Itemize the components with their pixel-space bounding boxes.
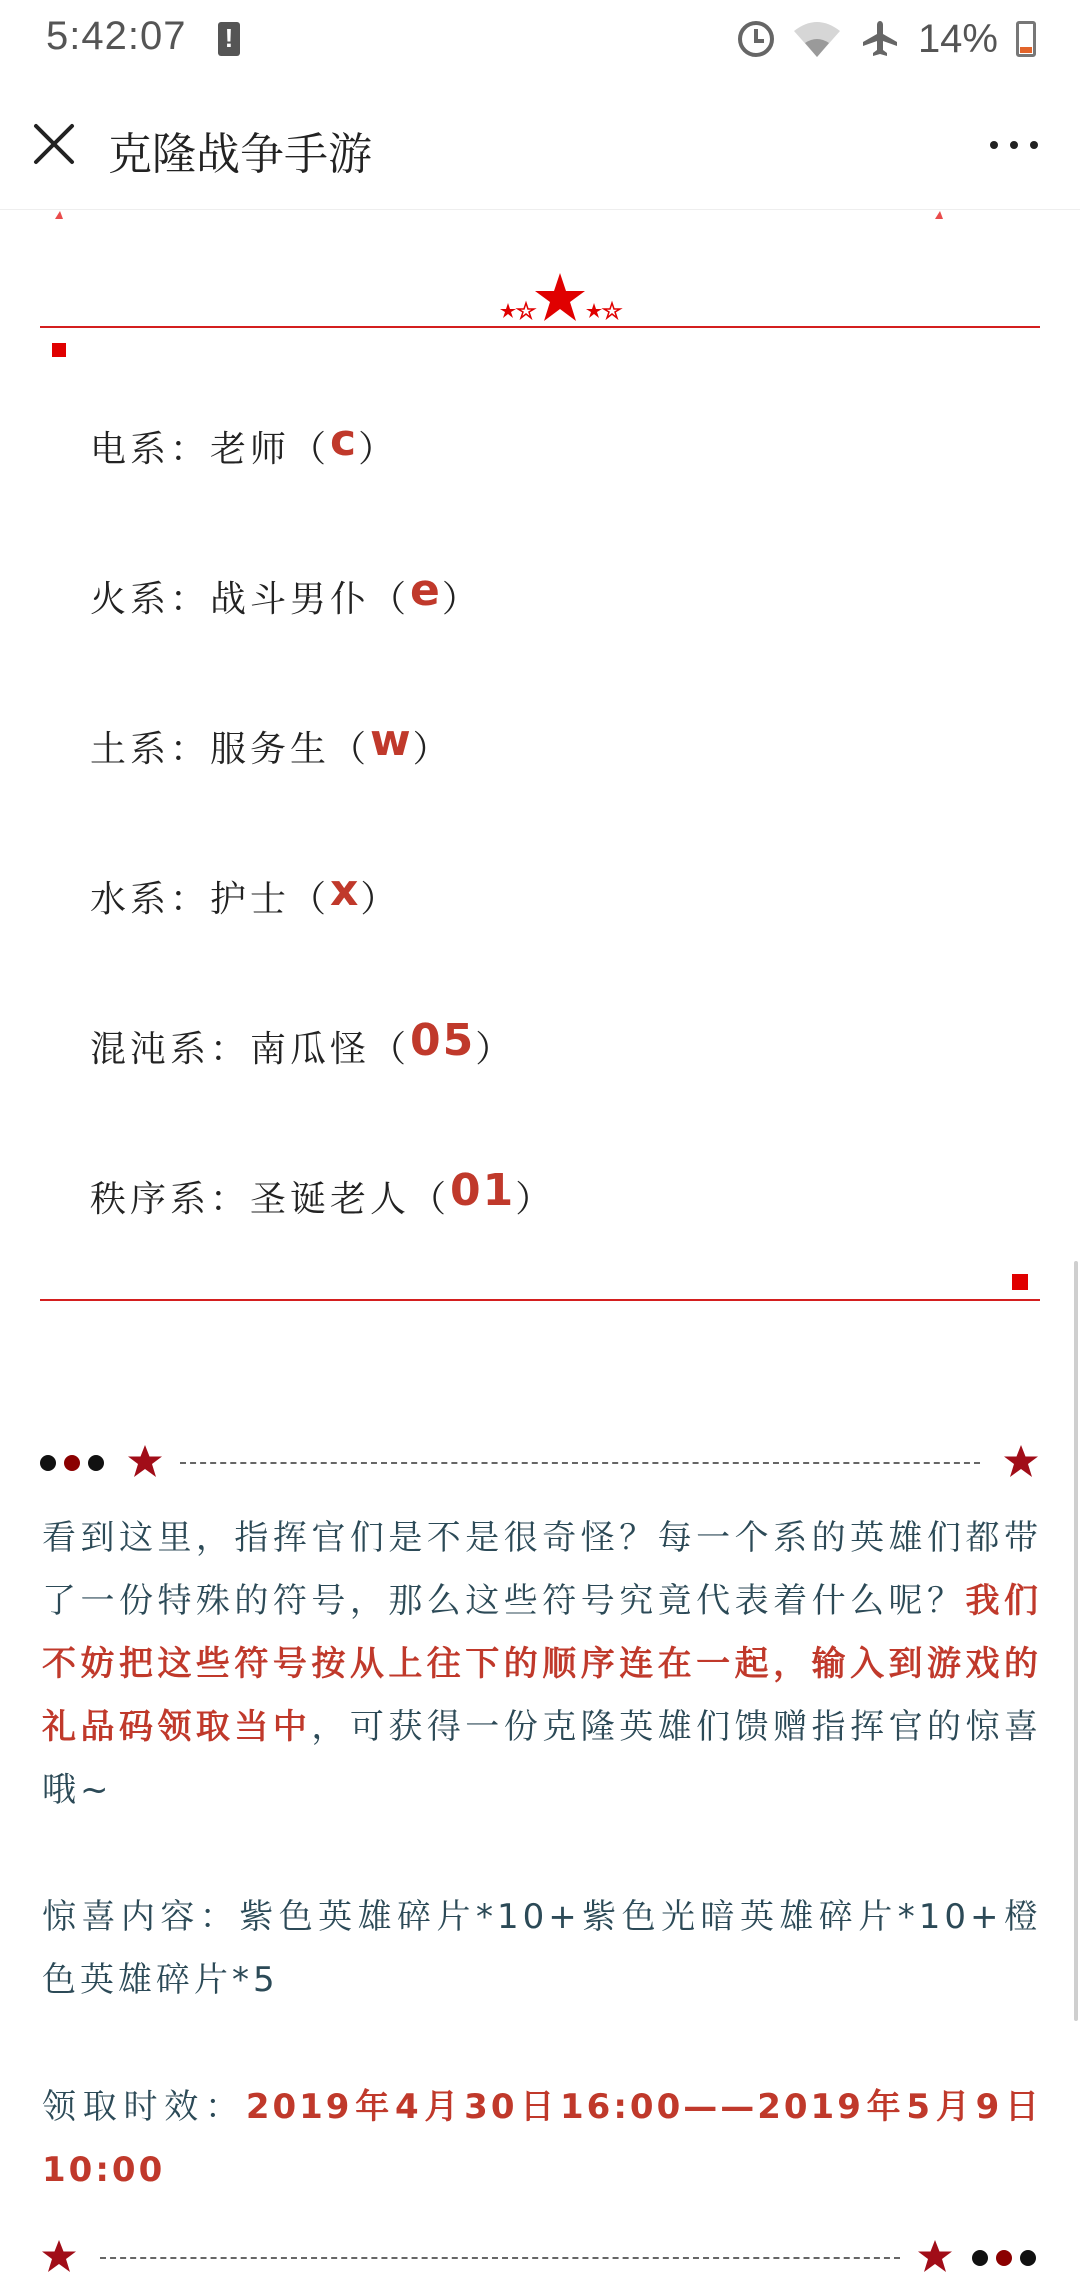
- validity-label: 领取时效：: [42, 2087, 246, 2127]
- alert-icon: [218, 22, 240, 56]
- hero-code: w: [370, 715, 413, 766]
- hero-item-earth: [90, 715, 990, 871]
- star-icon: [126, 1443, 164, 1481]
- star-icon: [40, 2238, 78, 2276]
- dot: [64, 1455, 80, 1471]
- dot: [996, 2250, 1012, 2266]
- hero-item-fire: [90, 565, 990, 721]
- status-icons: [738, 14, 1036, 64]
- divider-bottom: [40, 2238, 1040, 2278]
- page-title: 克隆战争手游: [108, 129, 372, 180]
- validity-date: 2019年4月30日16:00——2019年5月9日10:00: [42, 2087, 1042, 2190]
- star-cluster-icon: [460, 271, 660, 331]
- dot: [972, 2250, 988, 2266]
- hero-close: ）: [358, 429, 399, 470]
- article-paragraph: [42, 1507, 1042, 1822]
- close-icon[interactable]: [28, 118, 80, 170]
- alarm-icon: [738, 21, 774, 57]
- dot: [40, 1455, 56, 1471]
- scrollbar[interactable]: [1074, 1261, 1078, 2021]
- wifi-icon: [792, 19, 842, 59]
- status-bar: [0, 0, 1080, 80]
- hero-label: 水系：护士（: [90, 879, 331, 920]
- hero-code: 01: [450, 1165, 516, 1216]
- validity-paragraph: [42, 2076, 1042, 2202]
- rewards-text: 惊喜内容：紫色英雄碎片*10+紫色光暗英雄碎片*10+橙色英雄碎片*5: [42, 1897, 1042, 2000]
- hero-item-electric: [90, 415, 990, 571]
- article-content[interactable]: [0, 211, 1080, 2280]
- divider-dots: [972, 2250, 1036, 2266]
- paragraph-text: ，可获得一份克隆英雄们馈赠指挥官的惊喜哦~: [42, 1707, 1043, 1810]
- hero-label: 火系：战斗男仆（: [90, 579, 411, 620]
- highlight-text: 我们不妨把这些符号按从上往下的顺序连在一起，输入到游戏的礼品码领取当中: [42, 1581, 1043, 1747]
- more-icon[interactable]: [984, 130, 1044, 160]
- section-banner: [40, 271, 1040, 381]
- article-body: [42, 1507, 1042, 2266]
- hero-close: ）: [475, 1029, 516, 1070]
- divider-dots: [40, 1455, 104, 1471]
- hero-code: e: [410, 565, 442, 616]
- hero-label: 电系：老师（: [90, 429, 331, 470]
- hero-label: 土系：服务生（: [90, 729, 371, 770]
- banner-square: [52, 343, 66, 357]
- hero-code: x: [330, 865, 361, 916]
- hero-code: c: [330, 415, 359, 466]
- top-ornament: [0, 211, 1080, 231]
- hero-close: ）: [412, 729, 453, 770]
- more-dot: [990, 141, 998, 149]
- section-square: [1012, 1274, 1028, 1290]
- dashed-line: [180, 1462, 980, 1464]
- battery-icon: [1016, 21, 1036, 57]
- dot: [1020, 2250, 1036, 2266]
- hero-close: ）: [515, 1179, 556, 1220]
- hero-code: 05: [410, 1015, 476, 1066]
- rewards-paragraph: [42, 1886, 1042, 2012]
- hero-list: [90, 415, 990, 1321]
- star-icon: [1002, 1443, 1040, 1481]
- paragraph-text: 看到这里，指挥官们是不是很奇怪？每一个系的英雄们都带了一份特殊的符号，那么这些符号究竟代表着什么呢？: [42, 1518, 1042, 1621]
- star-icon: [916, 2238, 954, 2276]
- dot: [88, 1455, 104, 1471]
- section-line: [40, 1299, 1040, 1301]
- nav-bar: [0, 80, 1080, 210]
- hero-label: 秩序系：圣诞老人（: [90, 1179, 451, 1220]
- hero-label: 混沌系：南瓜怪（: [90, 1029, 411, 1070]
- dashed-line: [100, 2257, 900, 2259]
- airplane-icon: [860, 19, 900, 59]
- divider-top: [40, 1443, 1040, 1483]
- hero-item-chaos: [90, 1015, 990, 1171]
- battery-percent: 14%: [917, 16, 998, 61]
- status-time: 5:42:07: [46, 14, 187, 58]
- hero-item-water: [90, 865, 990, 1021]
- hero-close: ）: [441, 579, 482, 620]
- more-dot: [1030, 141, 1038, 149]
- hero-close: ）: [360, 879, 401, 920]
- more-dot: [1010, 141, 1018, 149]
